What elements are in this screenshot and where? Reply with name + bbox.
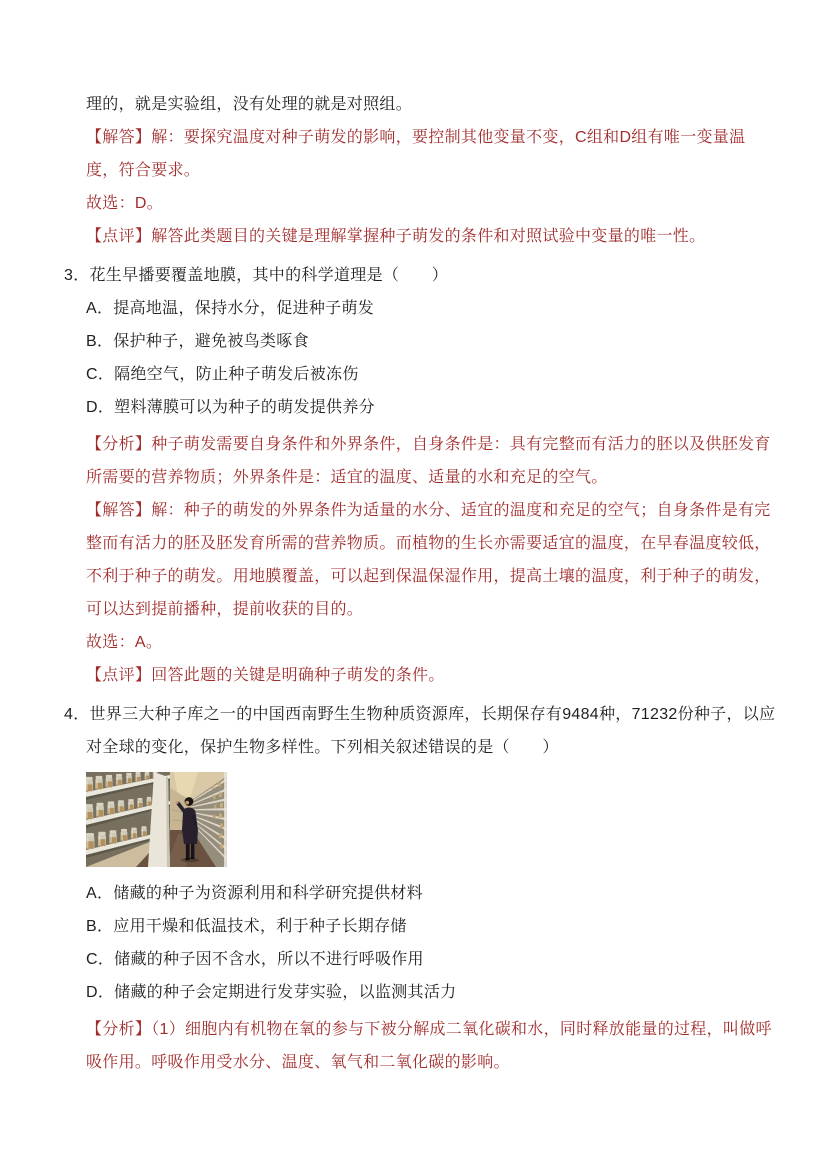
q4-option-a: A．储藏的种子为资源利用和科学研究提供材料 [86, 885, 423, 902]
q4-option-b: B．应用干燥和低温技术，利于种子长期存储 [86, 918, 407, 935]
seed-bank-photo [86, 772, 227, 867]
q3-stem: 3．花生早播要覆盖地膜，其中的科学道理是（ ） [64, 267, 449, 284]
q3-option-b: B．保护种子，避免被鸟类啄食 [86, 333, 309, 350]
q3-option-d: D．塑料薄膜可以为种子的萌发提供养分 [86, 399, 375, 416]
q3-option-c: C．隔绝空气，防止种子萌发后被冻伤 [86, 366, 359, 383]
q4-option-c: C．储藏的种子因不含水，所以不进行呼吸作用 [86, 951, 424, 968]
q4-option-d: D．储藏的种子会定期进行发芽实验，以监测其活力 [86, 984, 457, 1001]
carryover-text: 理的，就是实验组，没有处理的就是对照组。 [86, 96, 413, 113]
q3-option-a: A．提高地温，保持水分，促进种子萌发 [86, 300, 375, 317]
q3-analysis: 【分析】种子萌发需要自身条件和外界条件，自身条件是：具有完整而有活力的胚以及供胚发育所需要的营养物质；外界条件是：适宜的温度、适量的水和充足的空气。 [86, 436, 771, 486]
q3-answer-choice: 故选：A。 [86, 634, 163, 651]
q3-comment: 【点评】回答此题的关键是明确种子萌发的条件。 [86, 667, 445, 684]
q2-answer-choice: 故选：D。 [86, 195, 164, 212]
q4-analysis: 【分析】（1）细胞内有机物在氧的参与下被分解成二氧化碳和水，同时释放能量的过程，叫做呼吸作用。呼吸作用受水分、温度、氧气和二氧化碳的影响。 [86, 1021, 772, 1071]
q2-answer: 【解答】解：要探究温度对种子萌发的影响，要控制其他变量不变，C组和D组有唯一变量温度，符合要求。 [86, 129, 746, 179]
q2-comment: 【点评】解答此类题目的关键是理解掌握种子萌发的条件和对照试验中变量的唯一性。 [86, 228, 706, 245]
q3-answer: 【解答】解：种子的萌发的外界条件为适量的水分、适宜的温度和充足的空气；自身条件是有完整而有活力的胚及胚发育所需的营养物质。而植物的生长亦需要适宜的温度，在早春温度较低，不利于种子的萌发。用地膜覆盖，可以起到保温保湿作用，提高土壤的温度，利于种子的萌发，可以达到提前播种，提前收获的目的。 [86, 502, 771, 618]
document-content [64, 88, 776, 1079]
q4-stem: 4．世界三大种子库之一的中国西南野生生物种质资源库，长期保存有9484种，71232份种子，以应对全球的变化，保护生物多样性。下列相关叙述错误的是（ ） [64, 706, 776, 756]
